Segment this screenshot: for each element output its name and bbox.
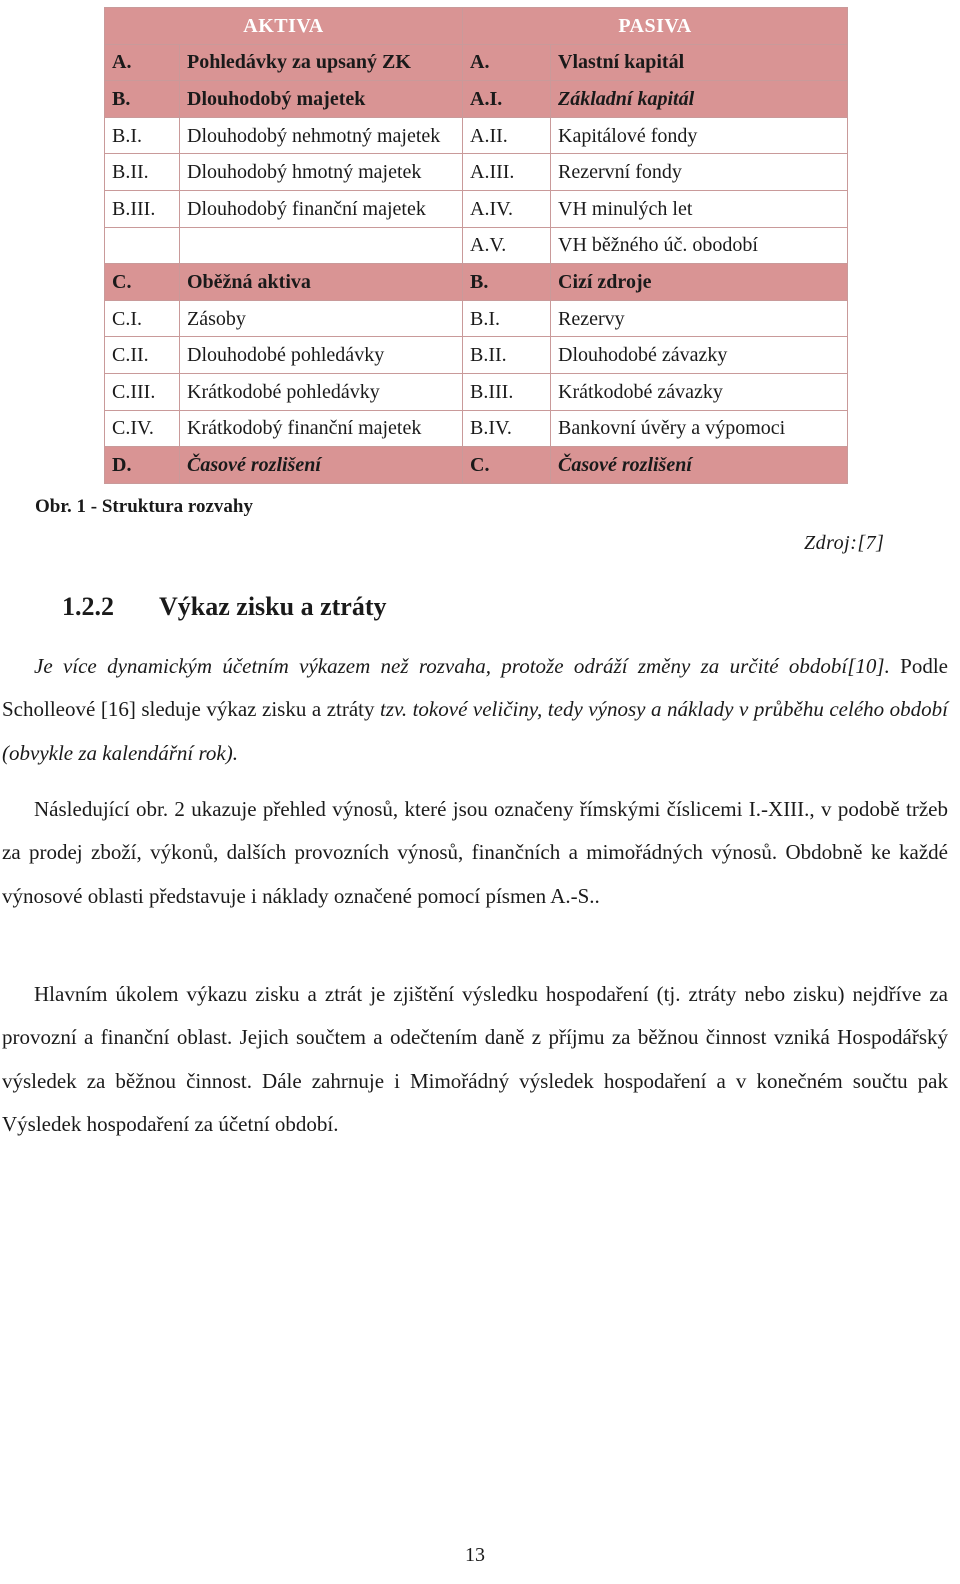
liability-code-cell: B.I. [463, 300, 551, 337]
table-row [105, 117, 848, 154]
asset-label-cell: Dlouhodobý nehmotný majetek [180, 117, 463, 154]
liability-code-cell: B.II. [463, 337, 551, 374]
asset-code-cell: D. [105, 447, 180, 484]
assets-header: AKTIVA [105, 8, 463, 45]
liability-code-cell: B.III. [463, 373, 551, 410]
table-row [105, 447, 848, 484]
paragraph-1 [2, 645, 948, 775]
asset-code-cell: C. [105, 264, 180, 301]
asset-code-cell [105, 227, 180, 264]
table-row [105, 337, 848, 374]
asset-code-cell: B. [105, 81, 180, 118]
section-heading [62, 592, 386, 622]
paragraph-2: Následující obr. 2 ukazuje přehled výnosů, které jsou označeny římskými číslicemi I.-XIII., v podobě tržeb za prodej zboží, výkonů, dalších provozních výnosů, finančních a mimořádných výnosů. Obdobně ke každé výnosové oblasti představuje i náklady označené pomocí písmen A.-S.. [2, 797, 948, 908]
liability-code-cell: A. [463, 44, 551, 81]
table-row [105, 190, 848, 227]
paragraph-1-italic-a: Je více dynamickým účetním výkazem než rozvaha, protože odráží změny za určité období[10]. [34, 654, 890, 678]
liability-code-cell: A.IV. [463, 190, 551, 227]
paragraph-1-italic-b: tzv. tokové veličiny, tedy výnosy a náklady v průběhu celého období (obvykle za kalendářní rok). [2, 697, 949, 765]
table-row [105, 264, 848, 301]
table-row [105, 81, 848, 118]
table-header-row [105, 8, 848, 45]
asset-label-cell: Zásoby [180, 300, 463, 337]
asset-label-cell: Krátkodobé pohledávky [180, 373, 463, 410]
balance-sheet-table [104, 7, 848, 484]
liability-code-cell: A.III. [463, 154, 551, 191]
asset-code-cell: A. [105, 44, 180, 81]
asset-label-cell: Dlouhodobé pohledávky [180, 337, 463, 374]
page-number: 13 [465, 1544, 485, 1566]
liability-label-cell: Časové rozlišení [551, 447, 848, 484]
liability-code-cell: A.II. [463, 117, 551, 154]
liability-label-cell: Cizí zdroje [551, 264, 848, 301]
asset-label-cell: Dlouhodobý majetek [180, 81, 463, 118]
asset-label-cell: Pohledávky za upsaný ZK [180, 44, 463, 81]
liability-code-cell: B.IV. [463, 410, 551, 447]
liability-label-cell: Rezervy [551, 300, 848, 337]
liability-label-cell: Vlastní kapitál [551, 44, 848, 81]
asset-label-cell: Oběžná aktiva [180, 264, 463, 301]
asset-code-cell: B.I. [105, 117, 180, 154]
figure-caption: Obr. 1 - Struktura rozvahy [35, 496, 253, 517]
asset-label-cell: Dlouhodobý hmotný majetek [180, 154, 463, 191]
liability-code-cell: C. [463, 447, 551, 484]
section-number: 1.2.2 [62, 592, 114, 621]
asset-code-cell: B.II. [105, 154, 180, 191]
table-row [105, 44, 848, 81]
liability-code-cell: B. [463, 264, 551, 301]
liability-label-cell: Kapitálové fondy [551, 117, 848, 154]
liability-label-cell: VH běžného úč. obodobí [551, 227, 848, 264]
liability-label-cell: Bankovní úvěry a výpomoci [551, 410, 848, 447]
asset-label-cell [180, 227, 463, 264]
asset-label-cell: Časové rozlišení [180, 447, 463, 484]
section-title: Výkaz zisku a ztráty [159, 592, 387, 621]
paragraph-1-normal-a: Podle Scholleové [16] sleduje výkaz zisku a ztráty [2, 654, 948, 722]
table-row [105, 373, 848, 410]
paragraph-3: Hlavním úkolem výkazu zisku a ztrát je zjištění výsledku hospodaření (tj. ztráty nebo zisku) nejdříve za provozní a finanční oblast. Jejich součtem a odečtením daně z příjmu za běžnou činnost vzniká Hospodářský výsledek za běžnou činnost. Dále zahrnuje i Mimořádný výsledek hospodaření a v konečném součtu pak Výsledek hospodaření za účetní období. [2, 982, 948, 1136]
asset-label-cell: Krátkodobý finanční majetek [180, 410, 463, 447]
liability-label-cell: Krátkodobé závazky [551, 373, 848, 410]
liability-label-cell: Základní kapitál [551, 81, 848, 118]
table-row [105, 410, 848, 447]
liability-label-cell: Dlouhodobé závazky [551, 337, 848, 374]
liabilities-header: PASIVA [463, 8, 848, 45]
table-row [105, 227, 848, 264]
table-row [105, 300, 848, 337]
asset-code-cell: C.III. [105, 373, 180, 410]
asset-label-cell: Dlouhodobý finanční majetek [180, 190, 463, 227]
liability-code-cell: A.I. [463, 81, 551, 118]
figure-source: Zdroj:[7] [804, 532, 885, 554]
asset-code-cell: C.II. [105, 337, 180, 374]
asset-code-cell: C.I. [105, 300, 180, 337]
asset-code-cell: C.IV. [105, 410, 180, 447]
liability-label-cell: Rezervní fondy [551, 154, 848, 191]
liability-code-cell: A.V. [463, 227, 551, 264]
asset-code-cell: B.III. [105, 190, 180, 227]
liability-label-cell: VH minulých let [551, 190, 848, 227]
table-row [105, 154, 848, 191]
